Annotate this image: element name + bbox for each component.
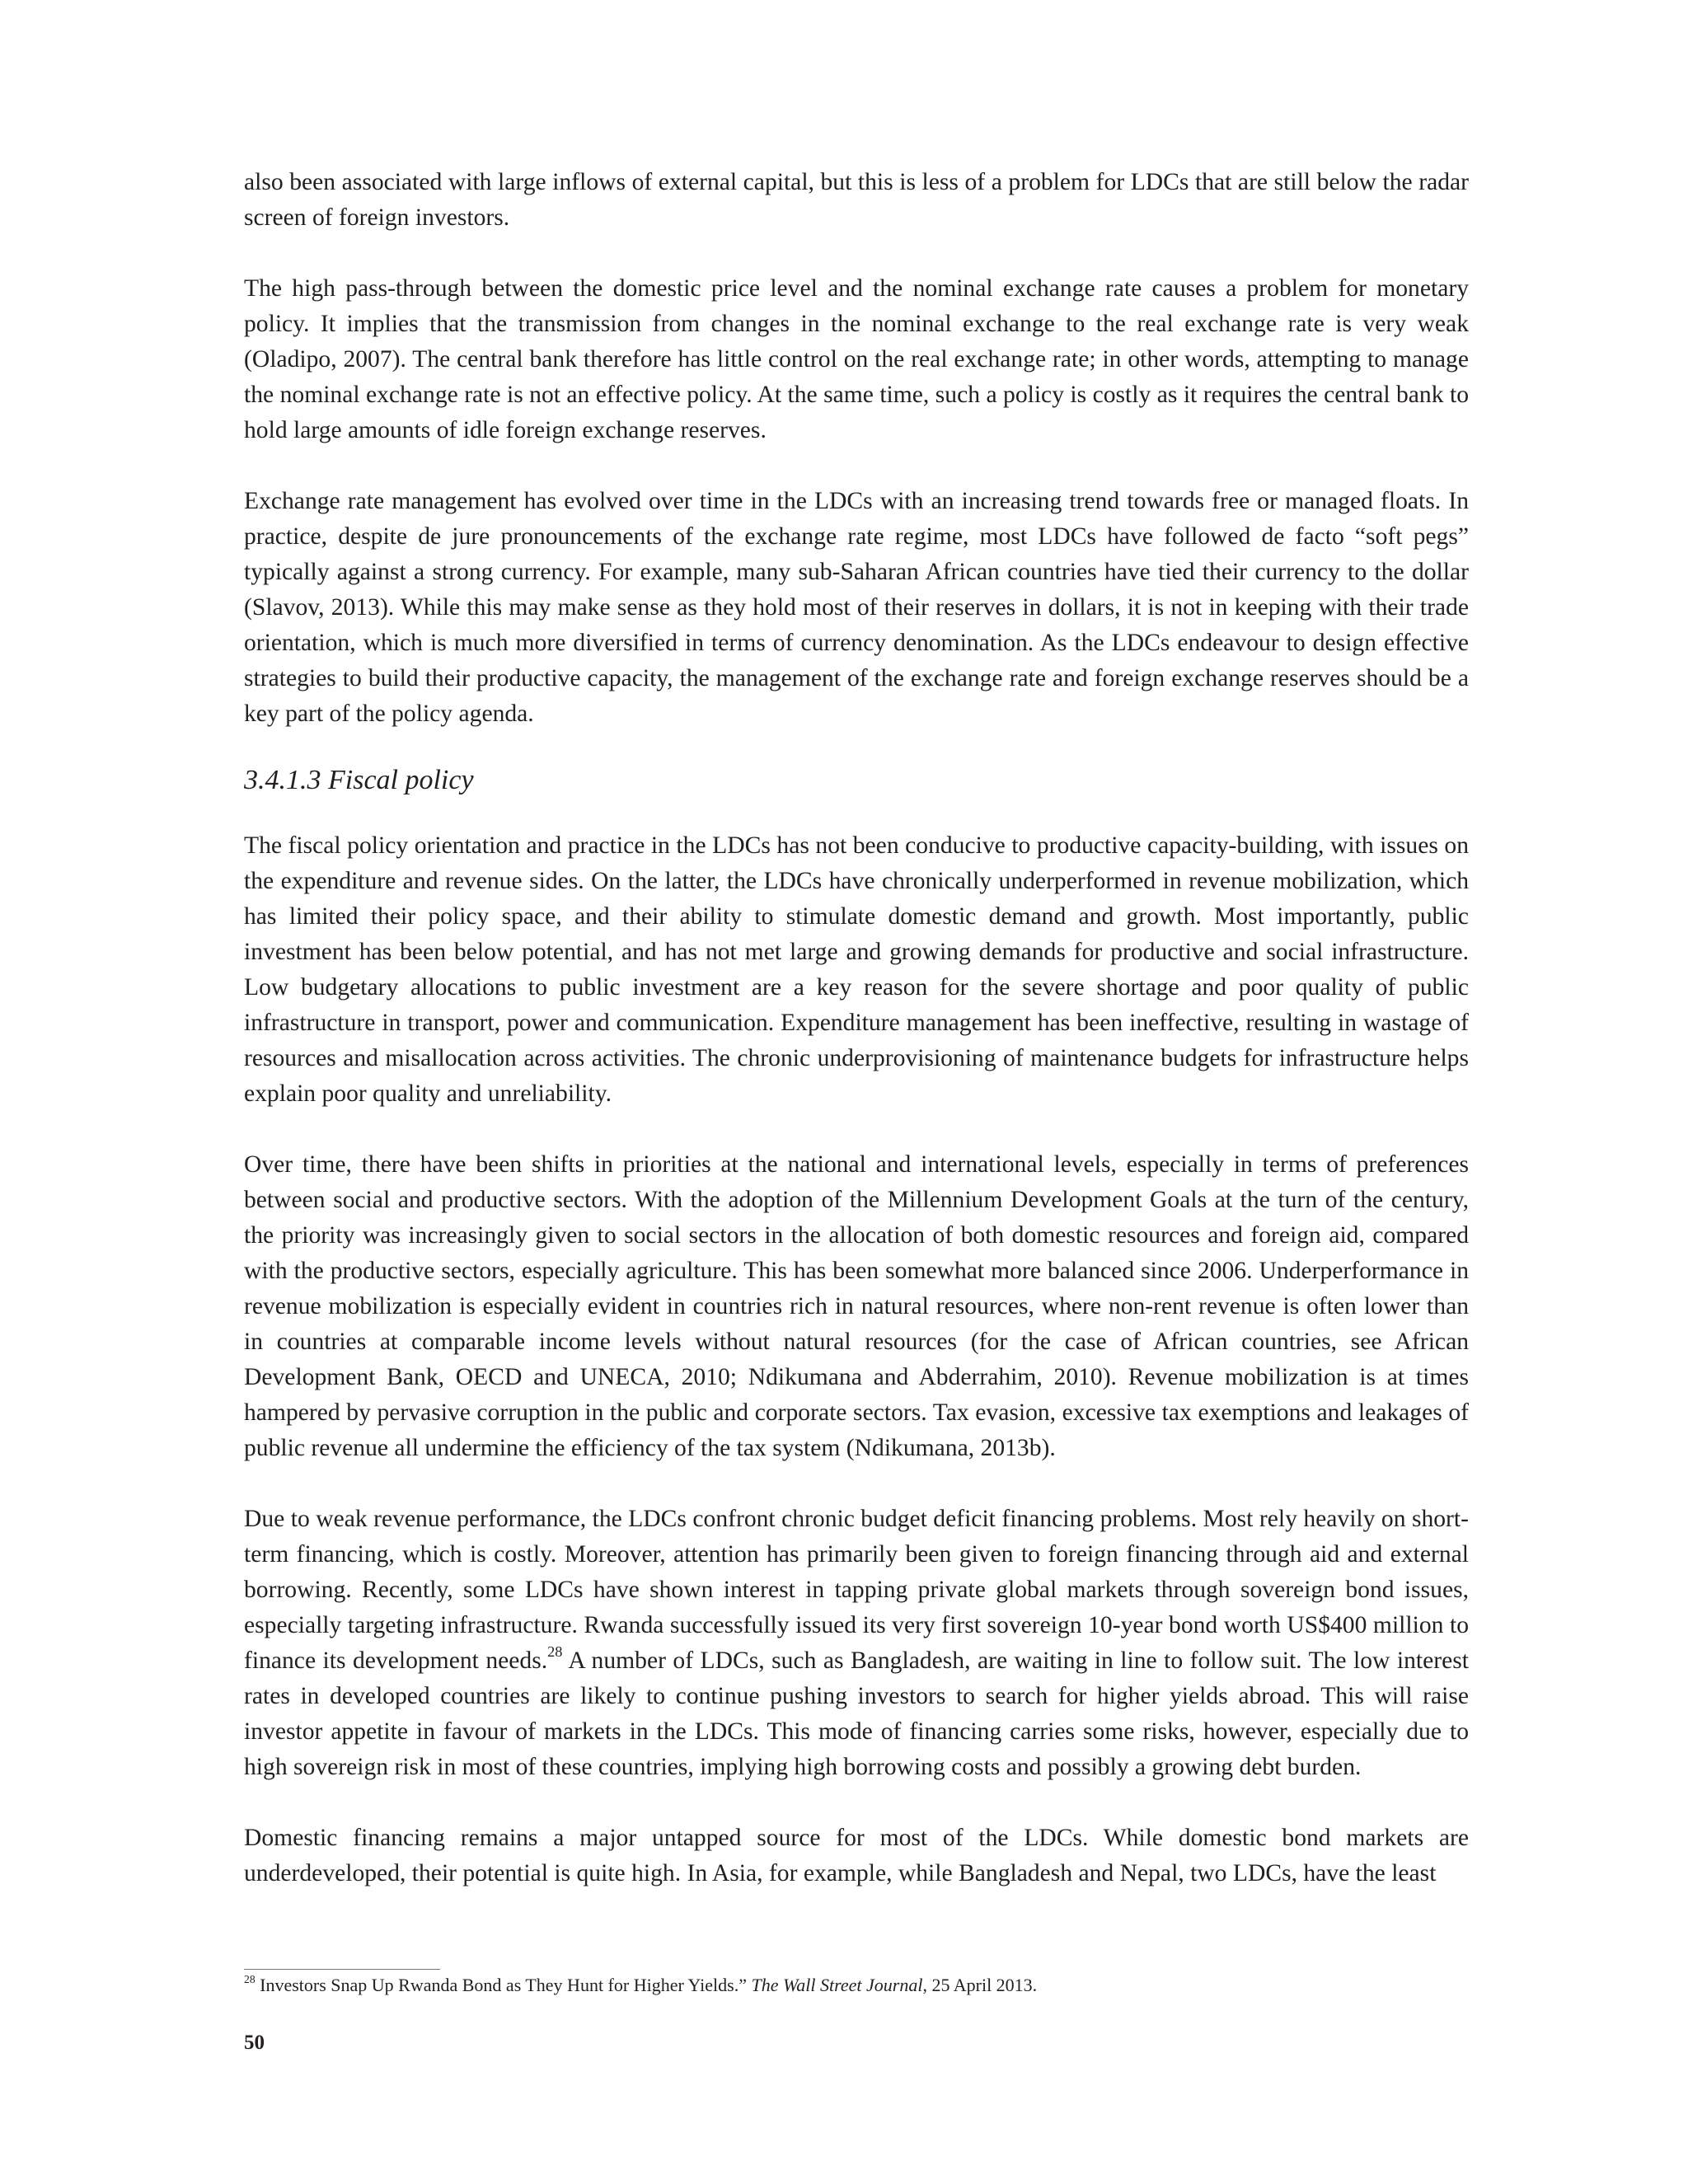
footnote-text: Investors Snap Up Rwanda Bond as They Hunt for Higher Yields.” [255, 1975, 752, 1995]
page-number: 50 [244, 2032, 265, 2054]
deficit-text-after-note: A number of LDCs, such as Bangladesh, are waiting in line to follow suit. The low interest rates in developed countries are likely to continue pushing investors to search for higher yields abroad. This will raise investor appetite in favour of markets in the LDCs. This mode of financing carries some risks, however, especially due to high sovereign risk in most of these countries, implying high borrowing costs and possibly a growing debt burden. [244, 1647, 1469, 1780]
paragraph-priority-shifts: Over time, there have been shifts in priorities at the national and international levels, especially in terms of preferences between social and productive sectors. With the adoption of the Millennium Development Goals at the turn of the century, the priority was increasingly given to social sectors in the allocation of both domestic resources and foreign aid, compared with the productive sectors, especially agriculture. This has been somewhat more balanced since 2006. Underperformance in revenue mobilization is especially evident in countries rich in natural resources, where non-rent revenue is often lower than in countries at comparable income levels without natural resources (for the case of African countries, see African Development Bank, OECD and UNECA, 2010; Ndikumana and Abderrahim, 2010). Revenue mobilization is at times hampered by pervasive corruption in the public and corporate sectors. Tax evasion, excessive tax exemptions and leakages of public revenue all undermine the efficiency of the tax system (Ndikumana, 2013b). [244, 1151, 1469, 1461]
paragraph-pass-through: The high pass-through between the domestic price level and the nominal exchange rate causes a problem for monetary policy. It implies that the transmission from changes in the nominal exchange to the real exchange rate is very weak (Oladipo, 2007). The central bank therefore has little control on the real exchange rate; in other words, attempting to manage the nominal exchange rate is not an effective policy. At the same time, such a policy is costly as it requires the central bank to hold large amounts of idle foreign exchange reserves. [244, 275, 1469, 443]
paragraph-capital-inflows: also been associated with large inflows of external capital, but this is less of a problem for LDCs that are still below the radar screen of foreign investors. [244, 169, 1469, 231]
section-heading-fiscal-policy: 3.4.1.3 Fiscal policy [244, 765, 474, 795]
footnote-marker: 28 [244, 1972, 256, 1985]
paragraph-deficit-financing [244, 1502, 1469, 1785]
footnote-reference[interactable]: 28 [547, 1643, 563, 1661]
footnote [244, 1973, 1469, 1998]
deficit-text-before-note: Due to weak revenue performance, the LDCs confront chronic budget deficit financing problems. Most rely heavily on short-term financing, which is costly. Moreover, attention has primarily been given to foreign financing through aid and external borrowing. Recently, some LDCs have shown interest in tapping private global markets through sovereign bond issues, especially targeting infrastructure. Rwanda successfully issued its very first sovereign 10-year bond worth US$400 million to finance its development needs. [244, 1506, 1469, 1674]
footnote-divider [244, 1969, 440, 1970]
paragraph-fiscal-orientation: The fiscal policy orientation and practice in the LDCs has not been conducive to productive capacity-building, with issues on the expenditure and revenue sides. On the latter, the LDCs have chronically underperformed in revenue mobilization, which has limited their policy space, and their ability to stimulate domestic demand and growth. Most importantly, public investment has been below potential, and has not met large and growing demands for productive and social infrastructure. Low budgetary allocations to public investment are a key reason for the severe shortage and poor quality of public infrastructure in transport, power and communication. Expenditure management has been ineffective, resulting in wastage of resources and misallocation across activities. The chronic underprovisioning of maintenance budgets for infrastructure helps explain poor quality and unreliability. [244, 832, 1469, 1107]
footnote-date: , 25 April 2013. [922, 1975, 1038, 1995]
page-body [244, 165, 1469, 1927]
footnote-source: The Wall Street Journal [751, 1975, 923, 1995]
paragraph-exchange-rate-management: Exchange rate management has evolved over time in the LDCs with an increasing trend towards free or managed floats. In practice, despite de jure pronouncements of the exchange rate regime, most LDCs have followed de facto “soft pegs” typically against a strong currency. For example, many sub-Saharan African countries have tied their currency to the dollar (Slavov, 2013). While this may make sense as they hold most of their reserves in dollars, it is not in keeping with their trade orientation, which is much more diversified in terms of currency denomination. As the LDCs endeavour to design effective strategies to build their productive capacity, the management of the exchange rate and foreign exchange reserves should be a key part of the policy agenda. [244, 488, 1469, 727]
paragraph-domestic-financing: Domestic financing remains a major untapped source for most of the LDCs. While domestic bond markets are underdeveloped, their potential is quite high. In Asia, for example, while Bangladesh and Nepal, two LDCs, have the least [244, 1825, 1469, 1886]
